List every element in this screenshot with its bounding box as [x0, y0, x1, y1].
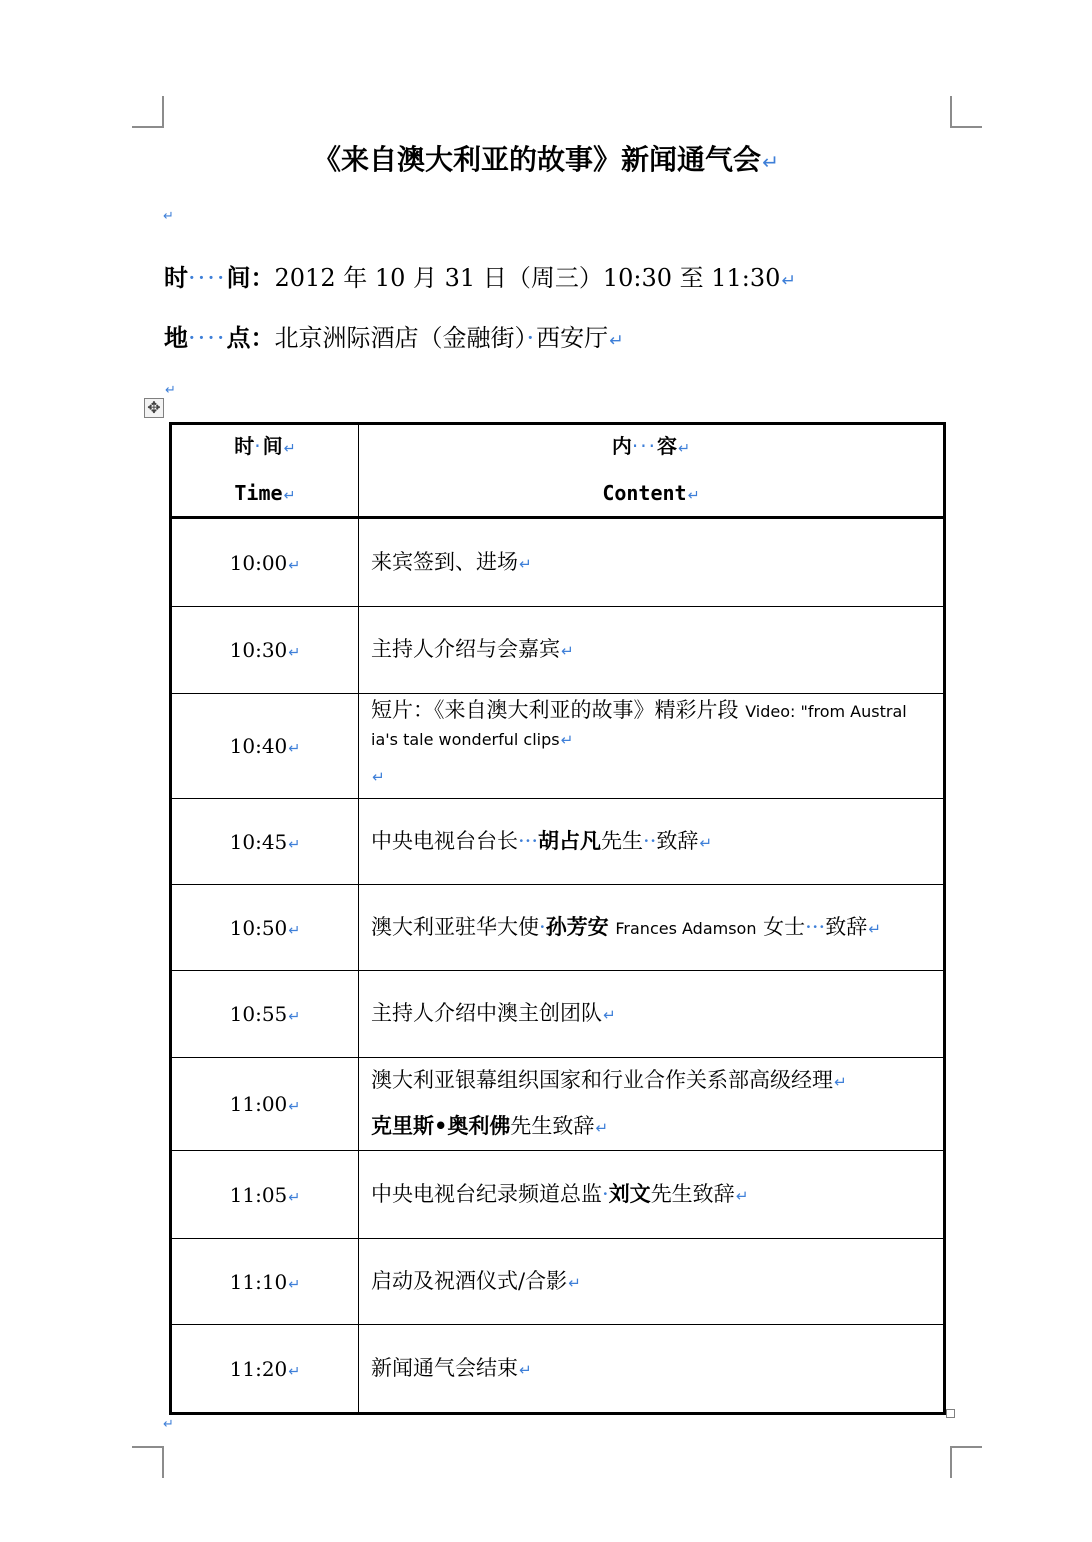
empty-paragraph — [162, 204, 174, 225]
time-value: 2012 年 10 月 31 日（周三）10:30 至 11:30 — [274, 264, 781, 292]
row-time: 11:20↵ — [171, 1325, 359, 1414]
schedule-table — [169, 422, 946, 1415]
paragraph-mark-icon: ↵ — [609, 331, 624, 351]
header-time-cn: 时·间↵ — [234, 433, 296, 458]
header-time-cell — [171, 424, 359, 518]
row-content: 澳大利亚驻华大使·孙芳安 Frances Adamson 女士···致辞↵ — [359, 885, 945, 971]
row-time: 11:10↵ — [171, 1239, 359, 1325]
row-content: 短片：《来自澳大利亚的故事》精彩片段 Video: "from Austral ia's tale wonderful clips↵ ↵ — [359, 694, 945, 799]
row-time: 10:40↵ — [171, 694, 359, 799]
place-label-b: 点： — [226, 324, 275, 352]
paragraph-mark-icon: ↵ — [781, 271, 796, 291]
header-content-en: Content↵ — [602, 480, 700, 505]
event-place-line: 地····点：北京洲际酒店（金融街）·西安厅↵ — [164, 324, 624, 352]
paragraph-mark-icon: ↵ — [165, 383, 176, 398]
table-row — [171, 1325, 945, 1414]
table-row — [171, 885, 945, 971]
table-row — [171, 1058, 945, 1151]
row-time: 10:00↵ — [171, 518, 359, 607]
row-content: 中央电视台纪录频道总监·刘文先生致辞↵ — [359, 1151, 945, 1239]
table-row — [171, 1151, 945, 1239]
place-label-a: 地 — [164, 324, 188, 352]
row-time: 11:00↵ — [171, 1058, 359, 1151]
table-resize-handle[interactable] — [946, 1409, 955, 1418]
paragraph-mark-icon: ↵ — [163, 209, 174, 224]
row-time: 11:05↵ — [171, 1151, 359, 1239]
row-content: 中央电视台台长···胡占凡先生··致辞↵ — [359, 799, 945, 885]
place-value-a: 北京洲际酒店（金融街） — [274, 324, 527, 352]
empty-paragraph — [162, 1412, 174, 1433]
row-content: 澳大利亚银幕组织国家和行业合作关系部高级经理↵ 克里斯•奥利佛先生致辞↵ — [359, 1058, 945, 1151]
row-time: 10:45↵ — [171, 799, 359, 885]
empty-paragraph — [164, 378, 176, 399]
table-row — [171, 799, 945, 885]
header-content-cn: 内···容↵ — [611, 433, 691, 458]
table-row — [171, 518, 945, 607]
place-value-b: 西安厅 — [536, 324, 609, 352]
table-move-handle[interactable] — [144, 398, 164, 418]
row-content: 启动及祝酒仪式/合影↵ — [359, 1239, 945, 1325]
table-row — [171, 971, 945, 1058]
event-time-line: 时····间：2012 年 10 月 31 日（周三）10:30 至 11:30↵ — [164, 264, 796, 292]
row-content: 主持人介绍中澳主创团队↵ — [359, 971, 945, 1058]
row-time: 10:30↵ — [171, 607, 359, 694]
document-title: 《来自澳大利亚的故事》新闻通气会↵ — [313, 143, 779, 176]
paragraph-mark-icon: ↵ — [163, 1417, 174, 1432]
time-label-a: 时 — [164, 264, 188, 292]
row-content: 新闻通气会结束↵ — [359, 1325, 945, 1414]
table-row — [171, 1239, 945, 1325]
row-time: 10:50↵ — [171, 885, 359, 971]
paragraph-mark-icon: ↵ — [762, 150, 779, 174]
crop-mark-top-left — [132, 96, 164, 128]
header-content-cell — [359, 424, 945, 518]
row-content: 来宾签到、进场↵ — [359, 518, 945, 607]
table-row — [171, 607, 945, 694]
header-time-en: Time↵ — [234, 480, 296, 505]
table-header-row — [171, 424, 945, 518]
row-content: 主持人介绍与会嘉宾↵ — [359, 607, 945, 694]
crop-mark-bottom-left — [132, 1446, 164, 1478]
crop-mark-bottom-right — [950, 1446, 982, 1478]
move-cross-icon: ✥ — [147, 398, 161, 417]
row-time: 10:55↵ — [171, 971, 359, 1058]
table-row — [171, 694, 945, 799]
crop-mark-top-right — [950, 96, 982, 128]
time-label-b: 间： — [226, 264, 275, 292]
